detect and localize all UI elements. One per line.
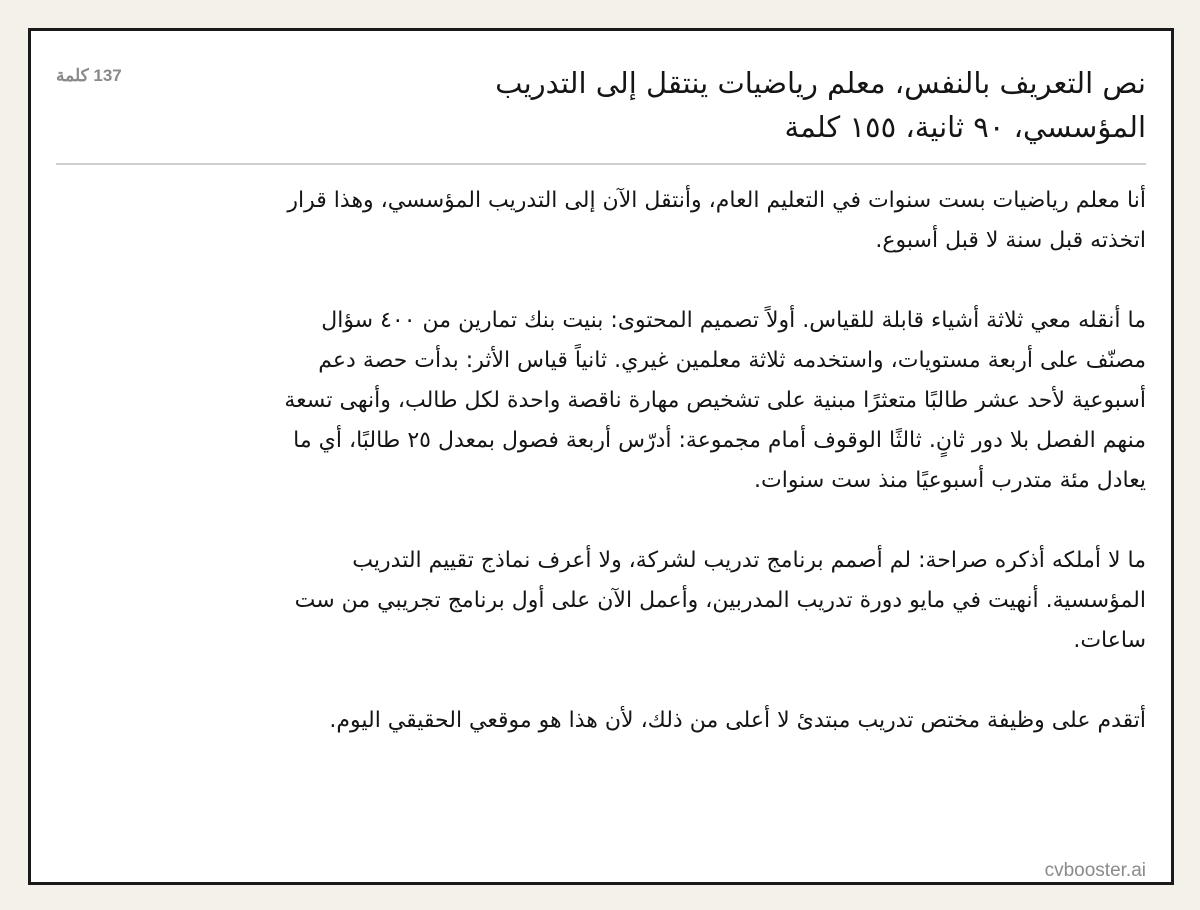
script-card	[28, 28, 1174, 885]
paragraph-strengths: ما أنقله معي ثلاثة أشياء قابلة للقياس. أولاً تصميم المحتوى: بنيت بنك تمارين من ٤٠٠ سؤال مصنّف على أربعة مستويات، واستخدمه ثلاثة معلمين غيري. ثانياً قياس الأثر: بدأت حصة دعم أسبوعية لأحد عشر طالبًا متعثرًا مبنية على تشخيص مهارة ناقصة واحدة لكل طالب، وأنهى تسعة منهم الفصل بلا دور ثانٍ. ثالثًا الوقوف أمام مجموعة: أدرّس أربعة فصول بمعدل ٢٥ طالبًا، أي ما يعادل مئة متدرب أسبوعيًا منذ ست سنوات.	[284, 308, 1146, 493]
brand-footer: cvbooster.ai	[1044, 860, 1146, 881]
script-body	[266, 181, 1146, 741]
word-count-badge: 137 كلمة	[56, 66, 122, 85]
paragraph-closing: أتقدم على وظيفة مختص تدريب مبتدئ لا أعلى من ذلك، لأن هذا هو موقعي الحقيقي اليوم.	[329, 708, 1146, 733]
card-header	[56, 61, 1146, 165]
paragraph-gaps: ما لا أملكه أذكره صراحة: لم أصمم برنامج تدريب لشركة، ولا أعرف نماذج تقييم التدريب المؤسسية. أنهيت في مايو دورة تدريب المدربين، وأعمل الآن على أول برنامج تجريبي من ست ساعات.	[294, 548, 1146, 653]
paragraph-intro: أنا معلم رياضيات بست سنوات في التعليم العام، وأنتقل الآن إلى التدريب المؤسسي، وهذا قرار اتخذته قبل سنة لا قبل أسبوع.	[287, 188, 1146, 253]
page-title: نص التعريف بالنفس، معلم رياضيات ينتقل إلى التدريب المؤسسي، ٩٠ ثانية، ١٥٥ كلمة	[495, 66, 1146, 144]
